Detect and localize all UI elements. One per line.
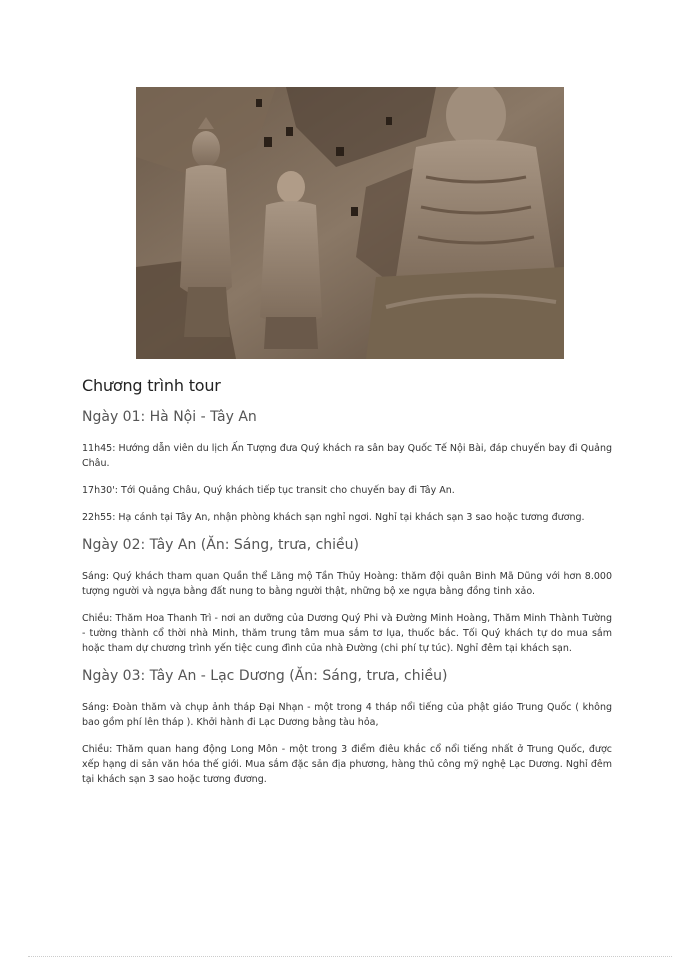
day-2-paragraph-2: Chiều: Thăm Hoa Thanh Trì - nơi an dưỡng của Dương Quý Phi và Đường Minh Hoàng, Thăm Minh Thành Tường - tường thành cổ thời nhà Minh, thăm trung tâm mua sắm tơ lụa, thuốc bắc. Tối Quý khách tự do mua sắm hoặc tham dự chương trình yến tiệc cung đình của nhà Đường (chi phí tự túc). Nghỉ đêm tại khách sạn. <box>82 613 612 654</box>
day-1-paragraph-3: 22h55: Hạ cánh tại Tây An, nhận phòng khách sạn nghỉ ngơi. Nghỉ tại khách sạn 3 sao hoặc tương đương. <box>82 512 585 523</box>
day-1-paragraph-2: 17h30': Tới Quảng Châu, Quý khách tiếp tục transit cho chuyến bay đi Tây An. <box>82 485 455 496</box>
day-2-title: Ngày 02: Tây An (Ăn: Sáng, trưa, chiều) <box>82 537 359 553</box>
day-3-paragraph-1: Sáng: Đoàn thăm và chụp ảnh tháp Đại Nhạn - một trong 4 tháp nổi tiếng của phật giáo Trung Quốc ( không bao gồm phí lên tháp ). Khởi hành đi Lạc Dương bằng tàu hỏa, <box>82 702 612 728</box>
day-3-title: Ngày 03: Tây An - Lạc Dương (Ăn: Sáng, trưa, chiều) <box>82 668 448 684</box>
day-3-paragraph-2: Chiều: Thăm quan hang động Long Môn - một trong 3 điểm điêu khắc cổ nổi tiếng nhất ở Trung Quốc, được xếp hạng di sản văn hóa thế giới. Mua sắm đặc sản địa phương, hàng thủ công mỹ nghệ Lạc Dương. Nghỉ đêm tại khách sạn 3 sao hoặc tương đương. <box>82 744 612 785</box>
section-title: Chương trình tour <box>82 376 221 395</box>
day-1-title: Ngày 01: Hà Nội - Tây An <box>82 409 257 425</box>
day-2-paragraph-1: Sáng: Quý khách tham quan Quần thể Lăng mộ Tần Thủy Hoàng: thăm đội quân Binh Mã Dũng với hơn 8.000 tượng người và ngựa bằng đất nung to bằng người thật, những bộ xe ngựa bằng đồng tinh xảo. <box>82 571 612 597</box>
longmen-grottoes-photo <box>136 87 564 359</box>
day-1-paragraph-1: 11h45: Hướng dẫn viên du lịch Ấn Tượng đưa Quý khách ra sân bay Quốc Tế Nội Bài, đáp chuyến bay đi Quảng Châu. <box>82 443 612 469</box>
tour-program <box>82 376 612 799</box>
page-bottom-divider <box>28 956 672 957</box>
